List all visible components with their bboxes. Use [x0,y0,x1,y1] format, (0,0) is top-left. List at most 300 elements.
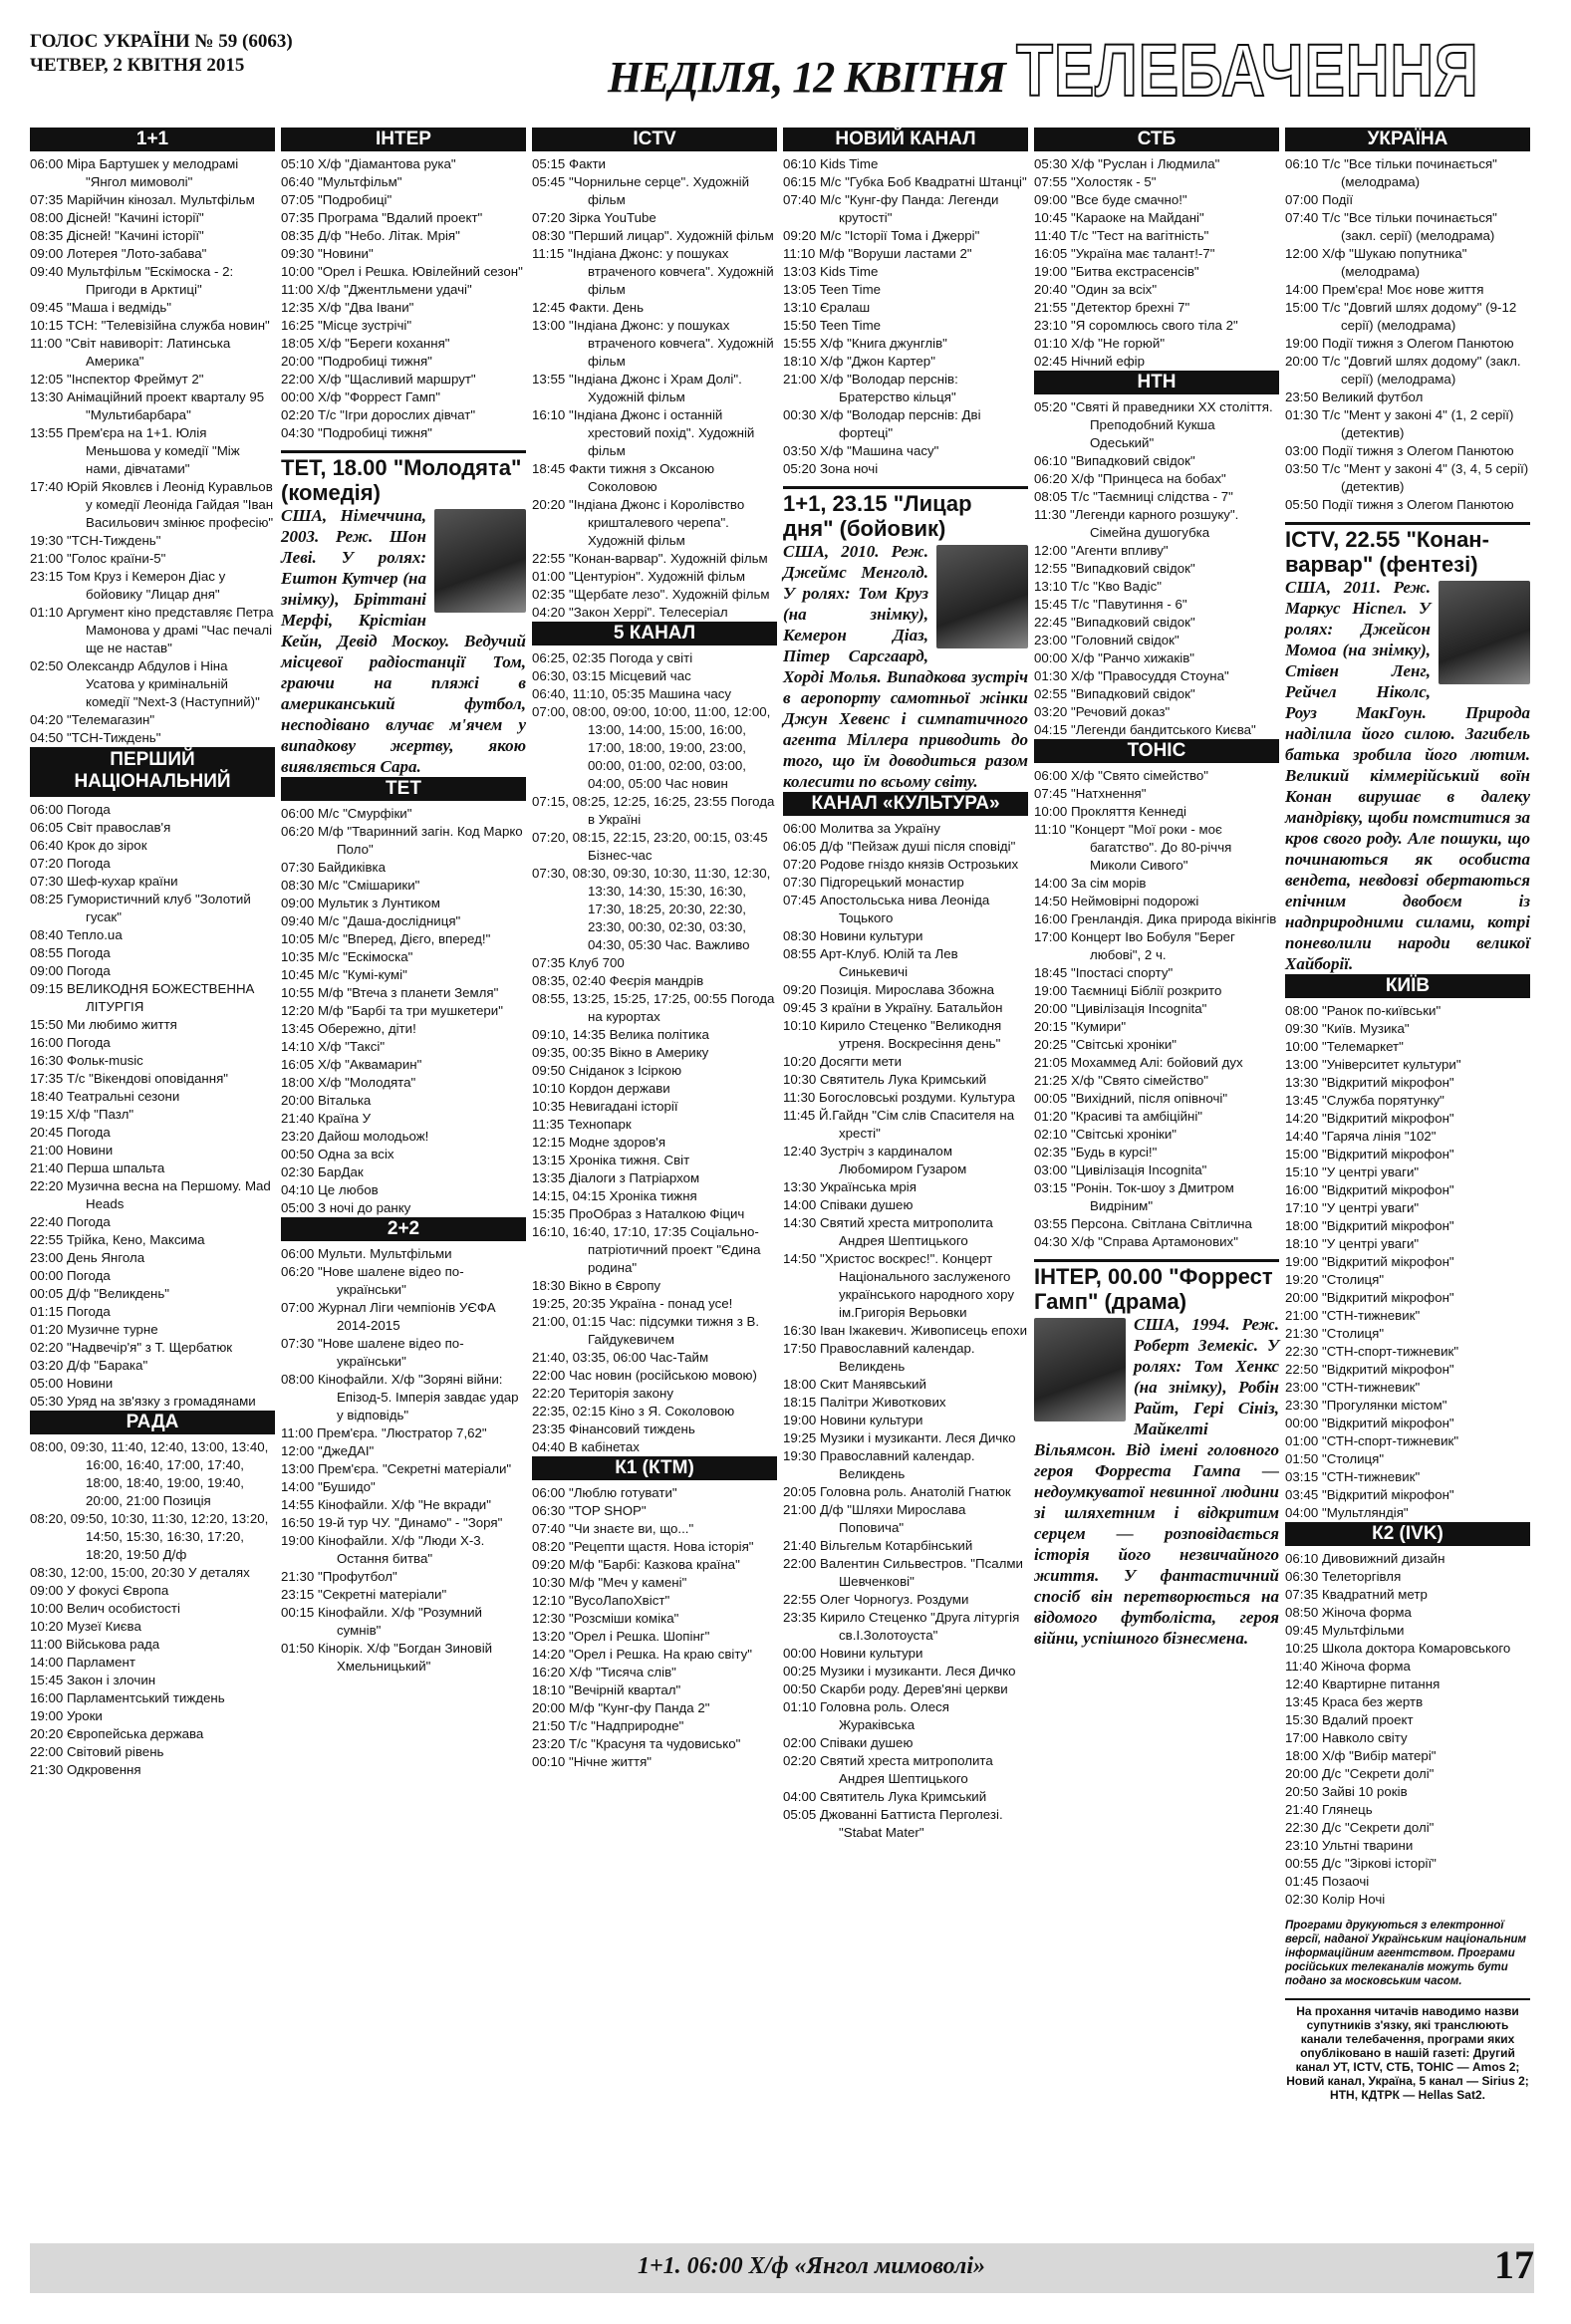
program-item: 08:00 Кінофайли. Х/ф "Зоряні війни: Епізод-5. Імперія завдає удар у відповідь" [281,1372,519,1422]
program-item: 09:00 Мультик з Лунтиком [281,896,440,910]
program-item: 11:00 Прем'єра. "Люстратор 7,62" [281,1425,487,1440]
program-item: 02:50 Олександр Абдулов і Ніна Усатова у кримінальній комедії "Next-3 (Наступний)" [30,658,260,709]
program-item: 10:55 М/ф "Втеча з планети Земля" [281,985,499,1000]
program-item: 02:45 Нічний ефір [1034,354,1146,369]
program-item: 00:05 Д/ф "Великдень" [30,1286,169,1301]
column-3 [532,128,777,1771]
program-item: 12:00 "Агенти впливу" [1034,543,1169,558]
program-item: 23:00 "Головний свідок" [1034,633,1179,647]
program-item: 06:10 Т/с "Все тільки починається" (мелодрама) [1285,156,1497,189]
program-item: 03:00 Події тижня з Олегом Панютою [1285,443,1514,458]
program-item: 00:10 "Нічне життя" [532,1754,653,1769]
program-item: 08:20, 09:50, 10:30, 11:30, 12:20, 13:20, 14:50, 15:30, 16:30, 17:20, 18:20, 19:50 Д/ф [30,1511,269,1562]
program-item: 20:20 "Індіана Джонс і Королівство кришталевого черепа". Художній фільм [532,497,745,548]
program-item: 21:25 Х/ф "Свято сімейство" [1034,1073,1208,1088]
channel-block [1285,128,1530,514]
program-item: 12:30 "Розсміши коміка" [532,1611,679,1626]
program-item: 11:40 Т/с "Тест на вагітність" [1034,228,1209,243]
program-item: 01:10 Аргумент кіно представляє Петра Мамонова у драмі "Час печалі ще не настав" [30,605,274,655]
program-item: 00:50 Одна за всіх [281,1147,394,1162]
program-item: 11:35 Технопарк [532,1117,632,1132]
program-item: 07:35 Програма "Вдалий проект" [281,210,483,225]
program-item: 13:30 "Відкритий мікрофон" [1285,1075,1454,1090]
program-item: 07:15, 08:25, 12:25, 16:25, 23:55 Погода в Україні [532,794,775,827]
film-highlight-text: США, 2010. Реж. Джеймс Менголд. У ролях: Том Круз (на знімку), Кемерон Діаз, Пітер Сарсгаард, Хорді Молья. Випадкова зустріч в аеропорту самотньої жінки Джун Хевенс і симпатичного агента Міллера приводить до того, що їм доводиться разом колесити по всьому світу. [783,542,1028,791]
program-item: 02:00 Співаки душею [783,1735,914,1750]
program-item: 06:20 Х/ф "Принцеса на бобах" [1034,471,1226,486]
program-item: 13:30 Анімаційний проект кварталу 95 "Мультибарбара" [30,389,265,422]
program-item: 21:40, 03:35, 06:00 Час-Тайм [532,1350,709,1365]
program-item: 18:10 "Вечірній квартал" [532,1682,681,1697]
channel-block [532,128,777,622]
program-item: 06:00 Молитва за Україну [783,821,940,836]
program-item: 17:10 "У центрі уваги" [1285,1200,1420,1215]
program-item: 02:30 БарДак [281,1164,364,1179]
program-item: 16:00 Гренландія. Дика природа вікінгів [1034,911,1277,926]
program-item: 10:20 Музеї Києва [30,1619,141,1634]
program-item: 07:20 Родове гніздо князів Острозьких [783,857,1019,872]
program-item: 08:25 Гумористичний клуб "Золотий гусак" [30,892,251,924]
program-item: 13:55 "Індіана Джонс і Храм Долі". Художній фільм [532,372,742,404]
program-item: 18:15 Палітри Животкових [783,1395,946,1410]
program-item: 18:00 "Відкритий мікрофон" [1285,1218,1454,1233]
program-item: 21:30 "Профутбол" [281,1569,397,1584]
program-item: 06:40 Крок до зірок [30,838,147,853]
program-item: 04:20 "Телемагазин" [30,712,155,727]
program-item: 19:30 "ТСН-Тиждень" [30,533,161,548]
program-item: 02:20 Т/с "Ігри дорослих дівчат" [281,407,476,422]
actor-photo [434,509,526,613]
program-item: 08:50 Жіноча форма [1285,1605,1412,1620]
program-item: 01:15 Погода [30,1304,111,1319]
channel-name: НТН [1034,371,1279,394]
program-item: 08:30 Новини культури [783,928,923,943]
program-item: 21:40 Глянець [1285,1802,1373,1817]
program-item: 06:30 Телеторгівля [1285,1569,1402,1584]
program-item: 22:00 Час новин (російською мовою) [532,1368,757,1383]
program-item: 22:50 "Відкритий мікрофон" [1285,1362,1454,1377]
program-item: 05:45 "Чорнильне серце". Художній фільм [532,174,750,207]
program-item: 11:00 Х/ф "Джентльмени удачі" [281,282,472,297]
program-item: 10:35 М/с "Ескімоска" [281,949,413,964]
program-item: 07:55 "Холостяк - 5" [1034,174,1157,189]
program-item: 03:20 Д/ф "Барака" [30,1358,148,1373]
program-item: 22:30 Д/с "Секрети долі" [1285,1820,1435,1835]
program-item: 15:35 ПроОбраз з Наталкою Фіцич [532,1206,745,1221]
program-item: 15:50 Ми любимо життя [30,1017,177,1032]
program-item: 00:15 Кінофайли. Х/ф "Розумний сумнів" [281,1605,482,1638]
program-item: 14:20 "Орел і Решка. На краю світу" [532,1647,752,1662]
program-item: 09:45 "Маша і ведмідь" [30,300,171,315]
program-item: 15:10 "У центрі уваги" [1285,1164,1420,1179]
program-item: 17:35 Т/с "Вікендові оповідання" [30,1071,229,1086]
program-item: 04:15 "Легенди бандитського Києва" [1034,722,1256,737]
channel-block [1285,974,1530,1522]
film-highlight [783,486,1028,792]
program-item: 09:00 "Все буде смачно!" [1034,192,1187,207]
program-item: 06:15 М/с "Губка Боб Квадратні Штанці" [783,174,1027,189]
program-item: 19:00 Таємниці Біблії розкрито [1034,983,1222,998]
program-item: 13:30 Українська мрія [783,1179,916,1194]
program-item: 12:10 "ВусоЛапоХвіст" [532,1593,670,1608]
program-item: 09:00 Погода [30,963,111,978]
program-item: 16:05 Х/ф "Аквамарин" [281,1057,422,1072]
program-item: 10:20 Досягти мети [783,1054,903,1069]
program-item: 06:00 М/с "Смурфіки" [281,806,412,821]
program-item: 13:45 Краса без жертв [1285,1694,1424,1709]
program-item: 08:35 Д/ф "Небо. Літак. Мрія" [281,228,460,243]
program-item: 03:45 "Відкритий мікрофон" [1285,1487,1454,1502]
program-item: 11:40 Жіноча форма [1285,1659,1411,1674]
program-item: 21:00 Новини [30,1143,114,1158]
program-item: 09:00 У фокусі Європа [30,1583,169,1598]
channel-name: УКРАЇНА [1285,128,1530,151]
channel-name: РАДА [30,1411,275,1434]
program-item: 07:35 Марійчин кінозал. Мультфільм [30,192,255,207]
program-item: 07:30 Підгорецький монастир [783,875,964,890]
program-item: 09:45 Мультфільми [1285,1623,1405,1638]
program-item: 11:00 Військова рада [30,1637,160,1652]
program-item: 04:20 "Закон Херрі". Телесеріал [532,605,728,620]
program-item: 20:00 М/ф "Кунг-фу Панда 2" [532,1700,710,1715]
program-item: 07:40 М/с "Кунг-фу Панда: Легенди крутості" [783,192,999,225]
program-item: 14:30 Святий хреста митрополита Андрея Шептицького [783,1215,993,1248]
program-item: 03:15 "Ронін. Ток-шоу з Дмитром Видріним" [1034,1180,1234,1213]
program-item: 16:05 "Україна має талант!-7" [1034,246,1215,261]
program-item: 12:05 "Інспектор Фреймут 2" [30,372,204,387]
program-item: 13:15 Хроніка тижня. Світ [532,1153,690,1167]
program-item: 01:30 Х/ф "Правосуддя Стоуна" [1034,668,1229,683]
program-item: 05:00 З ночі до ранку [281,1200,411,1215]
program-item: 09:30 "Київ. Музика" [1285,1021,1410,1036]
program-item: 01:10 Головна роль. Олеся Жураківська [783,1699,949,1732]
program-item: 16:30 Фольк-music [30,1053,143,1068]
program-item: 10:05 М/с "Вперед, Дієго, вперед!" [281,931,491,946]
program-item: 20:00 Д/с "Секрети долі" [1285,1766,1435,1781]
program-item: 10:30 М/ф "Меч у камені" [532,1575,687,1590]
program-item: 08:00, 09:30, 11:40, 12:40, 13:00, 13:40, 16:00, 16:40, 17:00, 17:40, 18:00, 18:40, 19:00, 19:40, 20:00, 21:00 Позиція [30,1439,269,1508]
program-item: 15:00 "Відкритий мікрофон" [1285,1147,1454,1162]
program-item: 15:55 Х/ф "Книга джунглів" [783,336,947,351]
program-item: 22:20 Музична весна на Першому. Mad Heads [30,1178,271,1211]
program-item: 05:50 Події тижня з Олегом Панютою [1285,497,1514,512]
program-item: 06:20 М/ф "Тваринний загін. Код Марко Поло" [281,824,523,857]
program-item: 05:15 Факти [532,156,606,171]
paper-issue: ГОЛОС УКРАЇНИ № 59 (6063) [30,31,293,52]
program-item: 19:00 Події тижня з Олегом Панютою [1285,336,1514,351]
program-item: 06:00 Мульти. Мультфільми [281,1246,452,1261]
program-item: 12:00 Х/ф "Шукаю попутника" (мелодрама) [1285,246,1467,279]
program-item: 02:35 "Щербате лезо". Художній фільм [532,587,770,602]
program-item: 13:45 Обережно, діти! [281,1021,416,1036]
program-item: 20:15 "Кумири" [1034,1019,1127,1034]
program-item: 13:03 Kids Time [783,264,879,279]
film-highlight-title: ІНТЕР, 00.00 "Форрест Гамп" (драма) [1034,1264,1273,1314]
program-item: 07:30 Байдиківка [281,860,387,875]
program-item: 03:20 "Речовий доказ" [1034,704,1171,719]
program-item: 22:00 Світовий рівень [30,1744,164,1759]
channel-block [1034,128,1279,371]
program-item: 05:00 Новини [30,1376,114,1391]
program-item: 14:50 "Христос воскрес!". Концерт Національного заслуженого українського народного хору ім.Григорія Верьовки [783,1251,1015,1320]
program-item: 21:30 "Столиця" [1285,1326,1385,1341]
program-item: 09:30 "Новини" [281,246,374,261]
program-item: 14:55 Кінофайли. Х/ф "Не вкради" [281,1497,491,1512]
program-item: 22:55 Олег Чорногуз. Роздуми [783,1592,969,1607]
program-item: 08:00 "Ранок по-київськи" [1285,1003,1441,1018]
issue-date: ЧЕТВЕР, 2 КВІТНЯ 2015 [30,55,245,76]
program-item: 11:30 "Легенди карного розшуку". Сімейна душогубка [1034,507,1239,540]
program-item: 23:00 День Янгола [30,1250,145,1265]
program-item: 03:15 "СТН-тижневик" [1285,1469,1421,1484]
program-item: 00:30 Х/ф "Володар перснів: Дві фортеці" [783,407,981,440]
program-item: 00:00 Новини культури [783,1646,923,1661]
program-item: 00:00 Х/ф "Ранчо хижаків" [1034,650,1194,665]
program-item: 16:00 Парламентський тиждень [30,1690,225,1705]
program-item: 15:50 Teen Time [783,318,882,333]
program-item: 23:20 Дайош молодьож! [281,1129,429,1144]
program-item: 22:45 "Випадковий свідок" [1034,615,1195,630]
program-item: 10:10 Кордон держави [532,1081,670,1096]
channel-name: НОВИЙ КАНАЛ [783,128,1028,151]
program-item: 00:05 "Вихідний, після опівночі" [1034,1091,1228,1106]
program-item: 08:20 "Рецепти щастя. Нова історія" [532,1539,754,1554]
program-item: 10:15 ТСН: "Телевізійна служба новин" [30,318,270,333]
program-item: 13:35 Діалоги з Патріархом [532,1170,700,1185]
program-item: 00:55 Д/с "Зіркові історії" [1285,1856,1437,1871]
film-highlight [1034,1259,1279,1649]
program-item: 05:05 Джованні Баттиста Перголезі. "Stabat Mater" [783,1807,1003,1840]
program-item: 01:10 Х/ф "Не горюй" [1034,336,1166,351]
program-item: 12:15 Модне здоров'я [532,1135,666,1150]
schedule-day: НЕДІЛЯ, 12 КВІТНЯ [608,53,1005,102]
program-item: 13:10 Т/с "Кво Вадіс" [1034,579,1162,594]
program-item: 01:00 "Центуріон". Художній фільм [532,569,746,584]
film-highlight-text: США, 1994. Реж. Роберт Земекіс. У ролях: Том Хенкс (на знімку), Робін Райт, Гері Сініз, Майкелті Вільямсон. Від імені головного героя Форреста Гампа — недоумкуватої невинної людини зі шляхетним і відкритим серцем — розповідається історія його незвичайного життя. У фантастичний спосіб він перетворюється на відомого футболіста, героя війни, успішного бізнесмена. [1034,1315,1279,1648]
program-item: 07:30 "Нове шалене відео по-українськи" [281,1336,464,1369]
program-item: 07:45 "Натхнення" [1034,786,1147,801]
program-item: 02:10 "Світські хроніки" [1034,1127,1177,1142]
program-item: 14:50 Неймовірні подорожі [1034,894,1199,908]
channel-block [783,792,1028,1842]
program-item: 20:00 Віталька [281,1093,372,1108]
program-item: 16:00 Погода [30,1035,111,1050]
program-item: 16:10, 16:40, 17:10, 17:35 Соціально-патріотичний проект "Єдина родина" [532,1224,761,1275]
actor-photo [1034,1318,1126,1421]
program-item: 00:25 Музики і музиканти. Леся Дичко [783,1664,1016,1678]
program-item: 21:50 Т/с "Надприродне" [532,1718,684,1733]
program-item: 22:40 Погода [30,1214,111,1229]
program-item: 13:00 Прем'єра. "Секретні матеріали" [281,1461,512,1476]
program-item: 19:15 Х/ф "Пазл" [30,1107,134,1122]
program-item: 18:10 Х/ф "Джон Картер" [783,354,935,369]
program-item: 07:20 Погода [30,856,111,871]
program-item: 10:00 Прокляття Кеннеді [1034,804,1186,819]
channel-block [281,777,526,1217]
program-item: 17:50 Православний календар. Великдень [783,1341,975,1374]
program-item: 22:20 Територія закону [532,1386,673,1401]
program-item: 20:40 "Один за всіх" [1034,282,1158,297]
program-item: 02:20 "Надвечір'я" з Т. Щербатюк [30,1340,233,1355]
program-item: 23:15 Том Круз і Кемерон Діас у бойовику "Лицар дня" [30,569,226,602]
program-item: 13:10 Єралаш [783,300,871,315]
program-item: 11:15 "Індіана Джонс: у пошуках втраченого ковчега". Художній фільм [532,246,774,297]
program-item: 23:20 Т/с "Красуня та чудовисько" [532,1736,741,1751]
program-item: 14:00 За сім морів [1034,876,1147,891]
program-item: 09:20 М/с "Історії Тома і Джеррі" [783,228,980,243]
program-item: 22:55 "Конан-варвар". Художній фільм [532,551,768,566]
program-item: 09:35, 00:35 Вікно в Америку [532,1045,709,1060]
footer-highlight: 1+1. 06:00 Х/ф «Янгол мимоволі» [638,2253,985,2279]
program-item: 13:00 "Університет культури" [1285,1057,1461,1072]
program-item: 04:00 Святитель Лука Кримський [783,1789,987,1804]
program-item: 04:00 "Мультляндія" [1285,1505,1409,1520]
program-item: 19:00 "Битва екстрасенсів" [1034,264,1199,279]
column-2 [281,128,526,1676]
channel-name: КИЇВ [1285,974,1530,998]
program-item: 10:35 Невигадані історії [532,1099,678,1114]
program-item: 02:55 "Випадковий свідок" [1034,686,1195,701]
program-item: 18:45 "Іпостасі спорту" [1034,965,1174,980]
program-item: 04:30 Х/ф "Справа Артамонових" [1034,1234,1238,1249]
channel-block [30,747,275,1411]
actor-photo [1439,581,1530,684]
program-item: 06:10 Kids Time [783,156,879,171]
program-item: 05:30 Х/ф "Руслан і Людмила" [1034,156,1220,171]
channel-name: ТОНІС [1034,739,1279,763]
program-item: 21:40 Вільгельм Котарбінський [783,1538,973,1553]
program-item: 19:25, 20:35 Україна - понад усе! [532,1296,733,1311]
program-item: 18:40 Театральні сезони [30,1089,180,1104]
channel-block [30,128,275,747]
channel-name: КАНАЛ «КУЛЬТУРА» [783,792,1028,816]
program-item: 22:55 Трійка, Кено, Максима [30,1232,205,1247]
program-item: 07:05 "Подробиці" [281,192,393,207]
program-item: 03:50 Т/с "Мент у законі 4" (3, 4, 5 серії) (детектив) [1285,461,1529,494]
program-item: 18:00 Х/ф "Вибір матері" [1285,1748,1437,1763]
program-item: 08:30, 12:00, 15:00, 20:30 У деталях [30,1565,250,1580]
program-item: 18:30 Вікно в Європу [532,1278,661,1293]
channel-name: К1 (КТМ) [532,1456,777,1480]
program-item: 00:00 Погода [30,1268,111,1283]
program-item: 19:00 Новини культури [783,1413,923,1427]
program-item: 04:50 "ТСН-Тиждень" [30,730,161,745]
channel-block [783,128,1028,478]
program-item: 23:00 "СТН-тижневик" [1285,1380,1421,1395]
program-item: 20:45 Погода [30,1125,111,1140]
program-item: 09:20 М/ф "Барбі: Казкова країна" [532,1557,740,1572]
program-item: 10:00 "Телемаркет" [1285,1039,1404,1054]
column-6 [1285,128,1530,2102]
program-item: 20:20 Європейська держава [30,1726,204,1741]
program-item: 20:00 Т/с "Довгий шлях додому" (закл. серії) (мелодрама) [1285,354,1521,387]
program-item: 02:35 "Будь в курсі!" [1034,1145,1158,1160]
program-item: 08:55 Погода [30,945,111,960]
program-item: 06:00 Погода [30,802,111,817]
program-item: 12:35 Х/ф "Два Івани" [281,300,414,315]
program-item: 23:10 "Я соромлюсь свого тіла 2" [1034,318,1238,333]
program-item: 09:45 З країни в Україну. Батальйон [783,1000,1003,1015]
program-item: 06:40, 11:10, 05:35 Машина часу [532,686,732,701]
program-item: 07:20, 08:15, 22:15, 23:20, 00:15, 03:45 Бізнес-час [532,830,768,863]
program-item: 01:45 Позаочі [1285,1874,1370,1889]
program-item: 07:30 Шеф-кухар країни [30,874,178,889]
film-highlight-text: США, 2011. Реж. Маркус Ніспел. У ролях: Джейсон Момоа (на знімку), Стівен Ленг, Рейчел Ніколс, Роуз МакГоун. Природа наділила його силою. Загибель батька зробила його лютим. Великий кіммерійський воїн Конан вирушає в далеку мандрівку, щоби помститися за кров свого роду. Але пошуки, що починаються як особиста вендета, невдовзі обертаються епічним двобоєм із надприродними силами, котрі поневолили народи великої Хайборії. [1285,578,1530,973]
program-item: 10:00 "Орел і Решка. Ювілейний сезон" [281,264,523,279]
program-item: 18:00 Скит Манявський [783,1377,926,1392]
program-item: 11:30 Богословські роздуми. Культура [783,1090,1015,1105]
program-item: 22:30 "СТН-спорт-тижневик" [1285,1344,1459,1359]
program-item: 15:00 Т/с "Довгий шлях додому" (9-12 серії) (мелодрама) [1285,300,1517,333]
program-item: 23:50 Великий футбол [1285,389,1424,404]
program-item: 08:55, 13:25, 15:25, 17:25, 00:55 Погода на курортах [532,991,775,1024]
channel-block [532,1456,777,1771]
program-item: 21:05 Мохаммед Алі: бойовий дух [1034,1055,1243,1070]
program-item: 12:40 Зустріч з кардиналом Любомиром Гузаром [783,1144,967,1176]
column-5 [1034,128,1279,1649]
channel-name: ІНТЕР [281,128,526,151]
program-item: 16:10 "Індіана Джонс і останній хрестовий похід". Художній фільм [532,407,755,458]
program-item: 20:05 Головна роль. Анатолій Гнатюк [783,1484,1011,1499]
program-item: 06:10 "Випадковий свідок" [1034,453,1195,468]
channel-block [281,128,526,442]
program-item: 14:10 Х/ф "Таксі" [281,1039,386,1054]
film-highlight-title: ТЕТ, 18.00 "Молодята" (комедія) [281,455,522,505]
program-item: 01:20 "Красиві та амбіційні" [1034,1109,1203,1124]
program-item: 06:30, 03:15 Місцевий час [532,668,691,683]
program-item: 10:45 "Караоке на Майдані" [1034,210,1204,225]
section-title: ТЕЛЕБАЧЕННЯ [1016,29,1479,112]
program-item: 19:00 Уроки [30,1708,103,1723]
program-item: 10:25 Школа доктора Комаровського [1285,1641,1511,1656]
program-item: 23:30 "Прогулянки містом" [1285,1398,1447,1413]
channel-name: ПЕРШИЙ НАЦІОНАЛЬНИЙ [30,747,275,797]
program-item: 19:25 Музики і музиканти. Леся Дичко [783,1430,1016,1445]
channel-block [1285,1522,1530,1909]
program-item: 14:00 "Бушидо" [281,1479,376,1494]
program-item: 00:00 Х/ф "Форрест Гамп" [281,389,440,404]
program-item: 21:40 Країна У [281,1111,372,1126]
program-item: 03:00 "Цивілізація Incognita" [1034,1162,1207,1177]
program-item: 22:35, 02:15 Кіно з Я. Соколовою [532,1404,735,1419]
program-item: 14:15, 04:15 Хроніка тижня [532,1188,697,1203]
program-item: 20:00 "Відкритий мікрофон" [1285,1290,1454,1305]
program-item: 03:55 Персона. Світлана Світлична [1034,1216,1252,1231]
program-item: 14:00 Співаки душею [783,1197,914,1212]
program-item: 08:35, 02:40 Феєрія мандрів [532,973,704,988]
program-item: 15:30 Вдалий проект [1285,1712,1414,1727]
program-item: 12:55 "Випадковий свідок" [1034,561,1195,576]
channel-block [1034,371,1279,739]
program-item: 14:20 "Відкритий мікрофон" [1285,1111,1454,1126]
program-item: 06:40 "Мультфільм" [281,174,402,189]
program-item: 12:40 Квартирне питання [1285,1677,1440,1691]
program-item: 21:00 "СТН-тижневик" [1285,1308,1421,1323]
program-item: 09:20 Позиція. Мирослава Збожна [783,982,995,997]
channel-name: К2 (IVK) [1285,1522,1530,1546]
program-item: 07:35 Квадратний метр [1285,1587,1428,1602]
program-item: 08:05 Т/с "Таємниці слідства - 7" [1034,489,1233,504]
program-item: 21:55 "Детектор брехні 7" [1034,300,1190,315]
program-item: 20:50 Зайві 10 років [1285,1784,1408,1799]
program-item: 18:10 "У центрі уваги" [1285,1236,1420,1251]
channel-name: 2+2 [281,1217,526,1241]
program-item: 17:00 Концерт Іво Бобуля "Берег любові", 2 ч. [1034,929,1235,962]
program-item: 06:10 Дивовижний дизайн [1285,1551,1445,1566]
program-item: 04:10 Це любов [281,1182,379,1197]
program-item: 09:40 Мультфільм "Ескімоска - 2: Пригоди в Арктиці" [30,264,234,297]
program-item: 08:30 М/с "Смішарики" [281,878,420,893]
